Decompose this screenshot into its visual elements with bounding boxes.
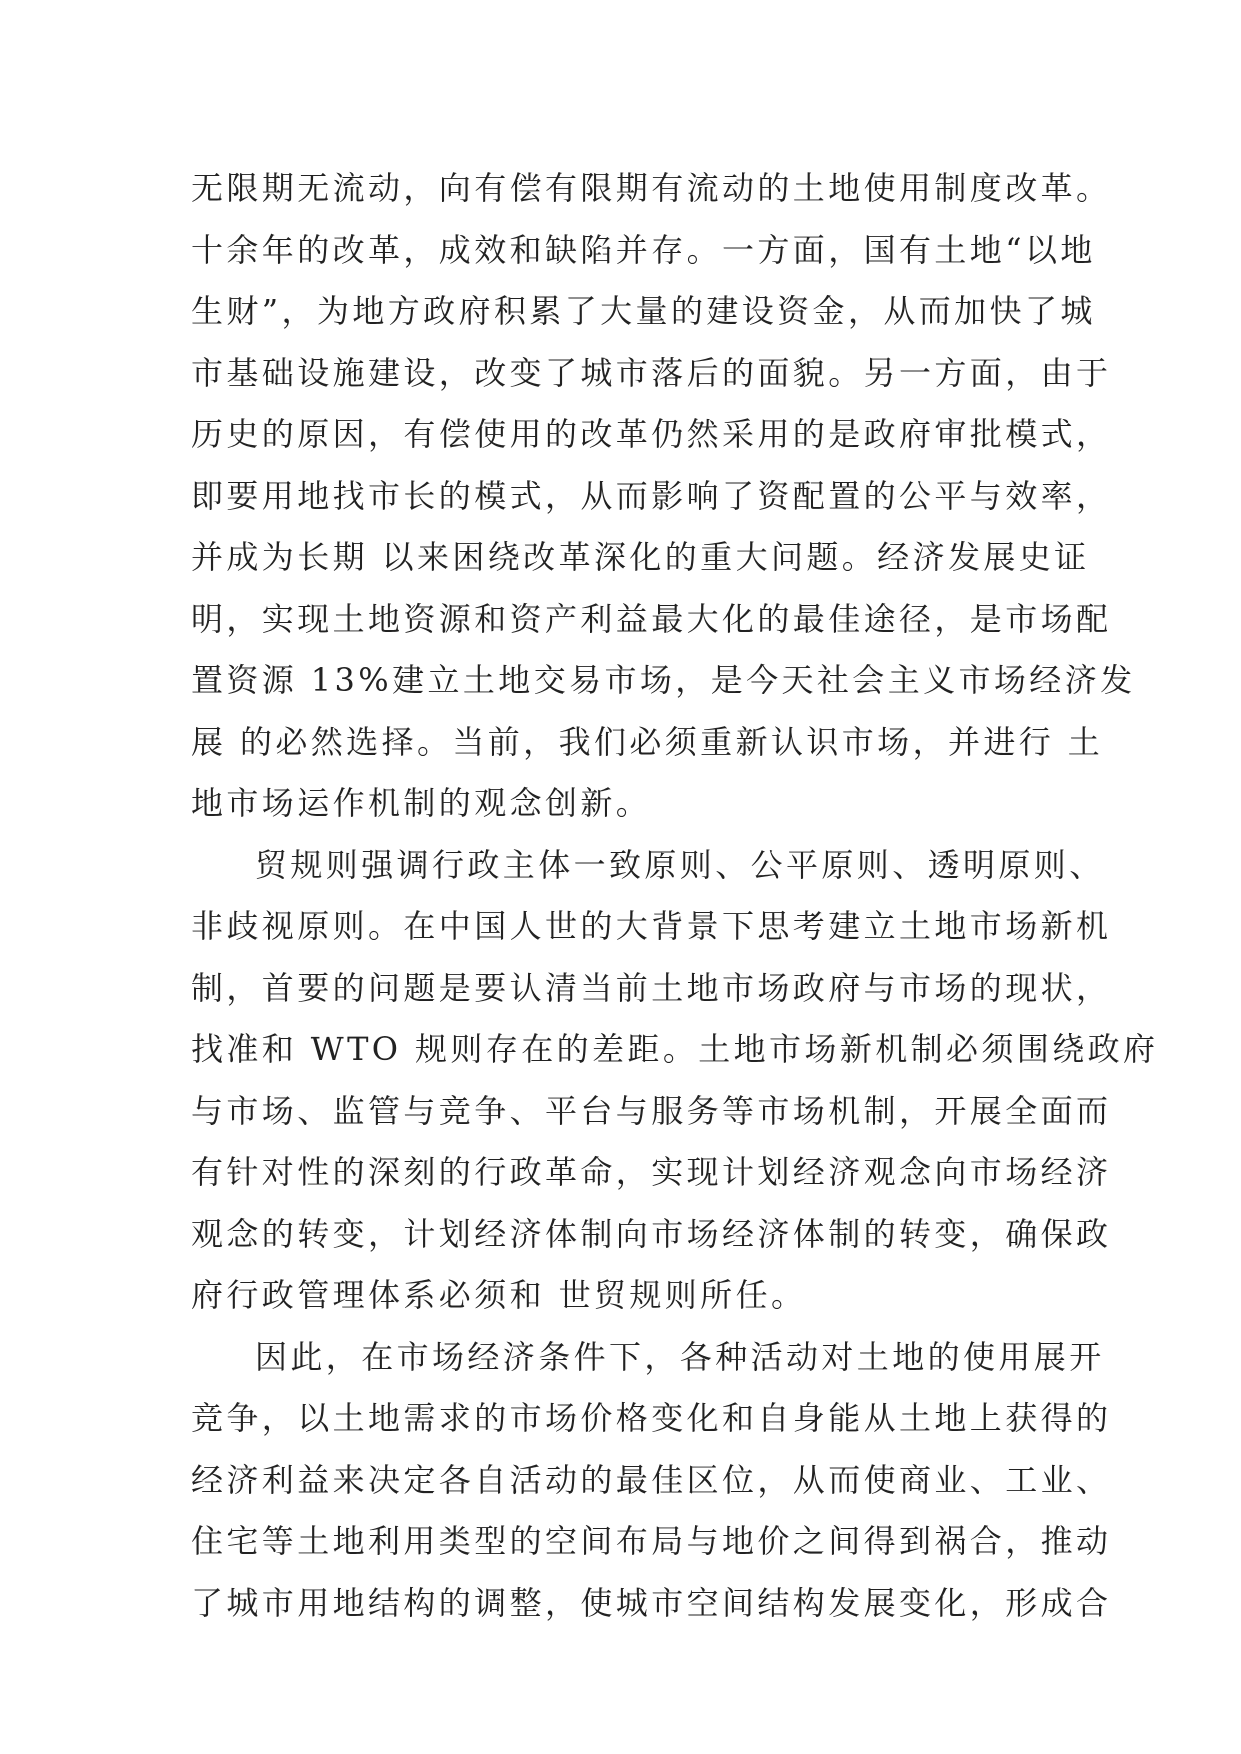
text-line: 与市场、监管与竞争、平台与服务等市场机制，开展全面而 — [191, 1091, 1112, 1130]
text-line: 住宅等土地利用类型的空间布局与地价之间得到祸合，推动 — [191, 1522, 1112, 1560]
text-line: 生财”，为地方政府积累了大量的建设资金，从而加快了城 — [191, 292, 1096, 330]
text-line: 了城市用地结构的调整，使城市空间结构发展变化，形成合 — [191, 1583, 1112, 1622]
body-text — [191, 158, 1159, 1634]
text-line: 竞争，以土地需求的市场价格变化和自身能从土地上获得的 — [191, 1399, 1112, 1437]
text-line: 市基础设施建设，改变了城市落后的面貌。另一方面，由于 — [191, 353, 1112, 392]
text-line: 历史的原因，有偿使用的改革仍然采用的是政府审批模式， — [191, 415, 1112, 453]
text-line: 经济利益来决定各自活动的最佳区位，从而使商业、工业、 — [191, 1460, 1112, 1499]
text-line: 即要用地找市长的模式，从而影响了资配置的公平与效率， — [191, 476, 1112, 515]
text-line: 找准和 WTO 规则存在的差距。土地市场新机制必须围绕政府 — [191, 1030, 1159, 1068]
text-line: 十余年的改革，成效和缺陷并存。一方面，国有土地“以地 — [191, 230, 1096, 269]
text-line: 制，首要的问题是要认清当前土地市场政府与市场的现状， — [191, 968, 1112, 1007]
text-line: 有针对性的深刻的行政革命，实现计划经济观念向市场经济 — [191, 1153, 1112, 1191]
text-line: 非歧视原则。在中国人世的大背景下思考建立土地市场新机 — [191, 907, 1112, 945]
text-line: 地市场运作机制的观念创新。 — [191, 784, 652, 822]
text-line: 置资源 13%建立土地交易市场，是今天社会主义市场经济发 — [191, 661, 1136, 699]
text-line: 并成为长期 以来困绕改革深化的重大问题。经济发展史证 — [191, 538, 1090, 576]
text-line: 府行政管理体系必须和 世贸规则所任。 — [191, 1276, 807, 1314]
text-line: 展 的必然选择。当前，我们必须重新认识市场，并进行 土 — [191, 722, 1104, 761]
text-line: 观念的转变，计划经济体制向市场经济体制的转变，确保政 — [191, 1214, 1112, 1253]
text-line: 无限期无流动，向有偿有限期有流动的土地使用制度改革。 — [191, 169, 1112, 207]
paragraph-first-line: 因此，在市场经济条件下，各种活动对土地的使用展开 — [255, 1337, 1105, 1376]
text-line: 明，实现土地资源和资产利益最大化的最佳途径，是市场配 — [191, 599, 1112, 638]
paragraph-first-line: 贸规则强调行政主体一致原则、公平原则、透明原则、 — [255, 845, 1105, 884]
